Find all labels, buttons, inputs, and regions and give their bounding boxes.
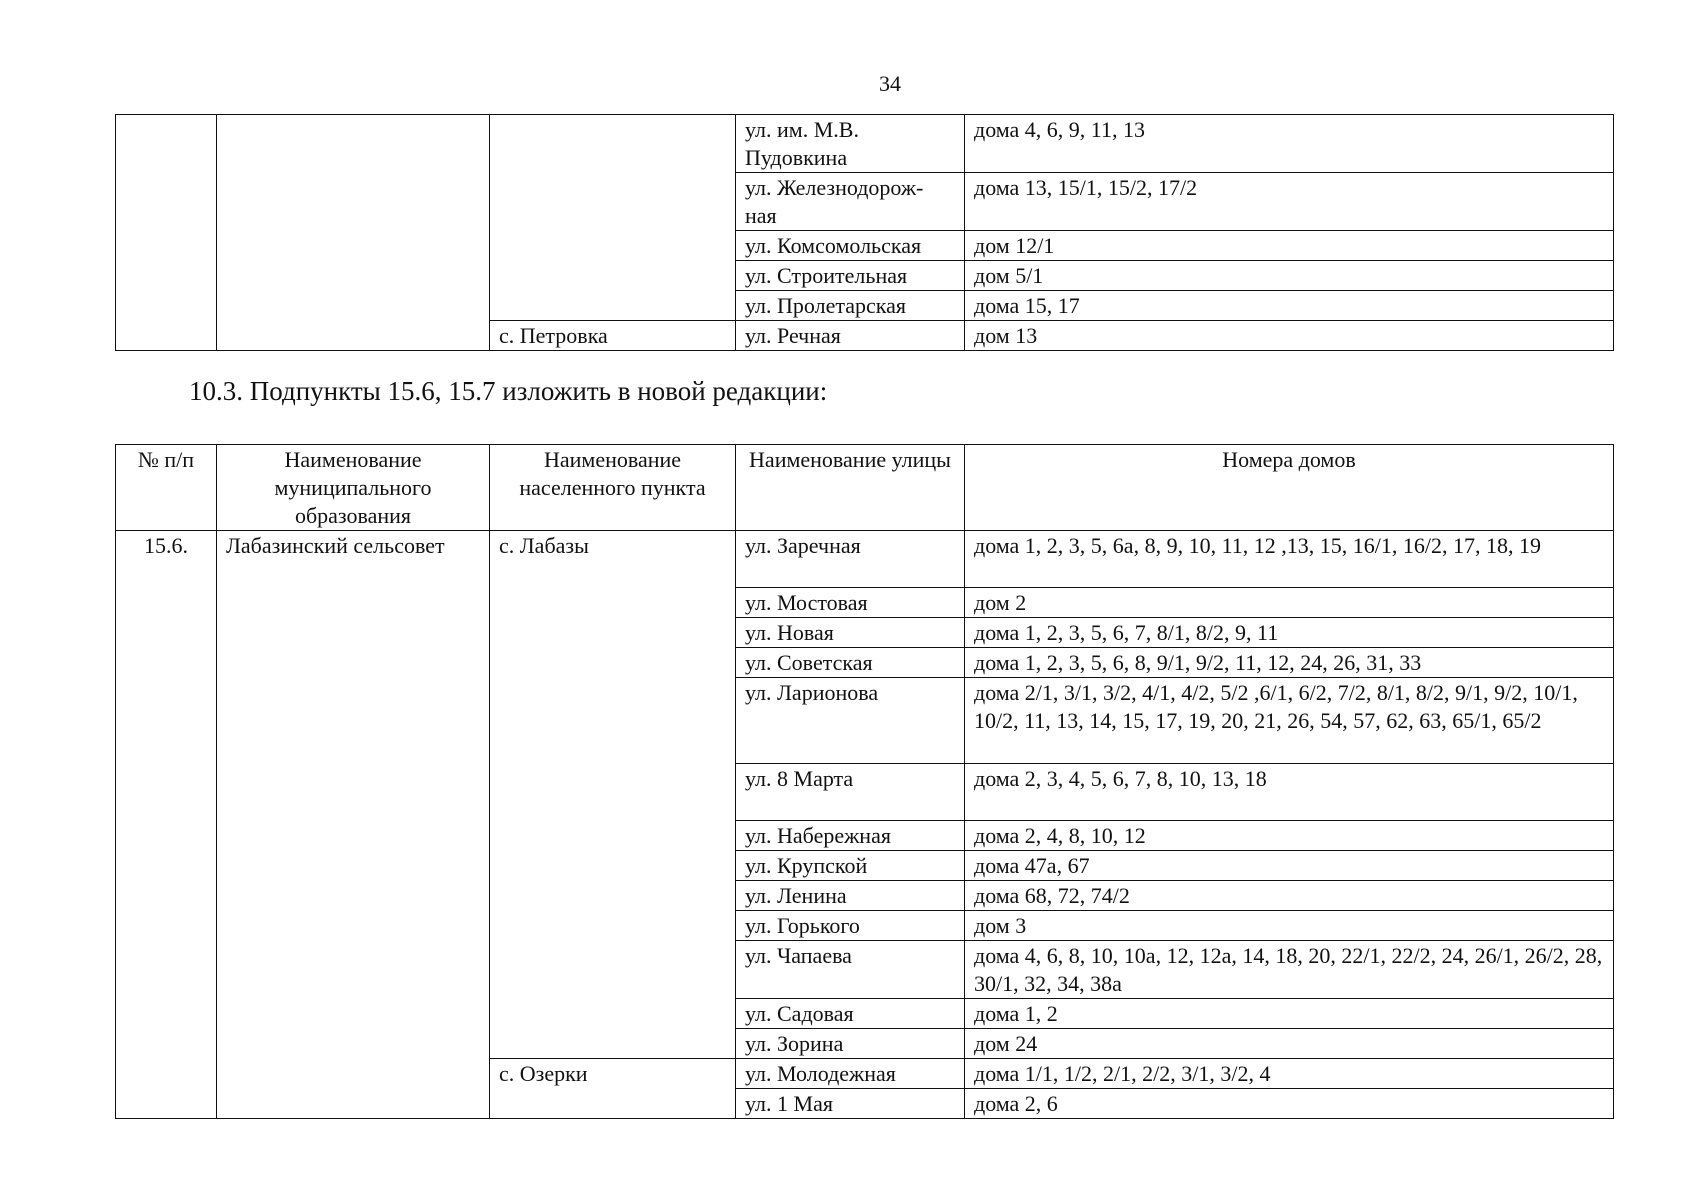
street-name: ул. Новая (736, 618, 965, 648)
header-street: Наименование улицы (736, 445, 965, 531)
street-name: ул. Речная (736, 321, 965, 351)
house-numbers: дом 5/1 (965, 261, 1614, 291)
header-number: № п/п (116, 445, 217, 531)
table-header-row (116, 445, 1614, 531)
house-numbers: дома 68, 72, 74/2 (965, 881, 1614, 911)
locality-name: с. Петровка (490, 321, 736, 351)
street-name: ул. Горького (736, 911, 965, 941)
street-name: ул. Пролетарская (736, 291, 965, 321)
locality-name: с. Озерки (490, 1059, 736, 1119)
street-name: ул. Советская (736, 648, 965, 678)
house-numbers: дом 12/1 (965, 231, 1614, 261)
continuation-table (115, 114, 1614, 351)
house-numbers: дома 4, 6, 9, 11, 13 (965, 115, 1614, 173)
street-name: ул. 1 Мая (736, 1089, 965, 1119)
street-name: ул. Садовая (736, 999, 965, 1029)
clause-heading: 10.3. Подпункты 15.6, 15.7 изложить в новой редакции: (189, 376, 828, 406)
table-row (116, 115, 1614, 173)
settlements-table (115, 444, 1614, 1119)
header-municipality: Наименование муниципального образования (217, 445, 490, 531)
street-name: ул. Ленина (736, 881, 965, 911)
table-row (116, 531, 1614, 588)
house-numbers: дом 3 (965, 911, 1614, 941)
street-name: ул. Заречная (736, 531, 965, 588)
house-numbers: дома 1, 2, 3, 5, 6, 7, 8/1, 8/2, 9, 11 (965, 618, 1614, 648)
street-name: ул. Зорина (736, 1029, 965, 1059)
house-numbers: дома 2, 3, 4, 5, 6, 7, 8, 10, 13, 18 (965, 764, 1614, 821)
house-numbers: дома 13, 15/1, 15/2, 17/2 (965, 173, 1614, 231)
street-name: ул. Комсомольская (736, 231, 965, 261)
street-name: ул. 8 Марта (736, 764, 965, 821)
house-numbers: дом 13 (965, 321, 1614, 351)
house-numbers: дома 47а, 67 (965, 851, 1614, 881)
table-cell-empty (217, 115, 490, 351)
table-cell-empty (116, 115, 217, 351)
house-numbers: дома 2/1, 3/1, 3/2, 4/1, 4/2, 5/2 ,6/1, 6/2, 7/2, 8/1, 8/2, 9/1, 9/2, 10/1, 10/2, 11, 13, 14, 15, 17, 19, 20, 21, 26, 54, 57, 62, 63, 65/1, 65/2 (965, 678, 1614, 764)
house-numbers: дом 24 (965, 1029, 1614, 1059)
header-houses: Номера домов (965, 445, 1614, 531)
house-numbers: дома 1, 2, 3, 5, 6а, 8, 9, 10, 11, 12 ,13, 15, 16/1, 16/2, 17, 18, 19 (965, 531, 1614, 588)
house-numbers: дома 1/1, 1/2, 2/1, 2/2, 3/1, 3/2, 4 (965, 1059, 1614, 1089)
house-numbers: дома 2, 6 (965, 1089, 1614, 1119)
page-number: 34 (879, 71, 901, 96)
house-numbers: дом 2 (965, 588, 1614, 618)
locality-name: с. Лабазы (490, 531, 736, 1059)
header-locality: Наименование населенного пункта (490, 445, 736, 531)
house-numbers: дома 1, 2 (965, 999, 1614, 1029)
municipality-name: Лабазинский сельсовет (217, 531, 490, 1119)
street-name: ул. Крупской (736, 851, 965, 881)
street-name: ул. Строительная (736, 261, 965, 291)
table-cell-empty (490, 115, 736, 321)
house-numbers: дома 15, 17 (965, 291, 1614, 321)
house-numbers: дома 4, 6, 8, 10, 10а, 12, 12а, 14, 18, 20, 22/1, 22/2, 24, 26/1, 26/2, 28, 30/1, 32, 34, 38а (965, 941, 1614, 999)
street-name: ул. Чапаева (736, 941, 965, 999)
street-name: ул. Мостовая (736, 588, 965, 618)
street-name: ул. им. М.В. Пудовкина (736, 115, 965, 173)
house-numbers: дома 1, 2, 3, 5, 6, 8, 9/1, 9/2, 11, 12, 24, 26, 31, 33 (965, 648, 1614, 678)
street-name: ул. Ларионова (736, 678, 965, 764)
street-name: ул. Железнодорож-ная (736, 173, 965, 231)
street-name: ул. Молодежная (736, 1059, 965, 1089)
item-number: 15.6. (116, 531, 217, 1119)
house-numbers: дома 2, 4, 8, 10, 12 (965, 821, 1614, 851)
street-name: ул. Набережная (736, 821, 965, 851)
